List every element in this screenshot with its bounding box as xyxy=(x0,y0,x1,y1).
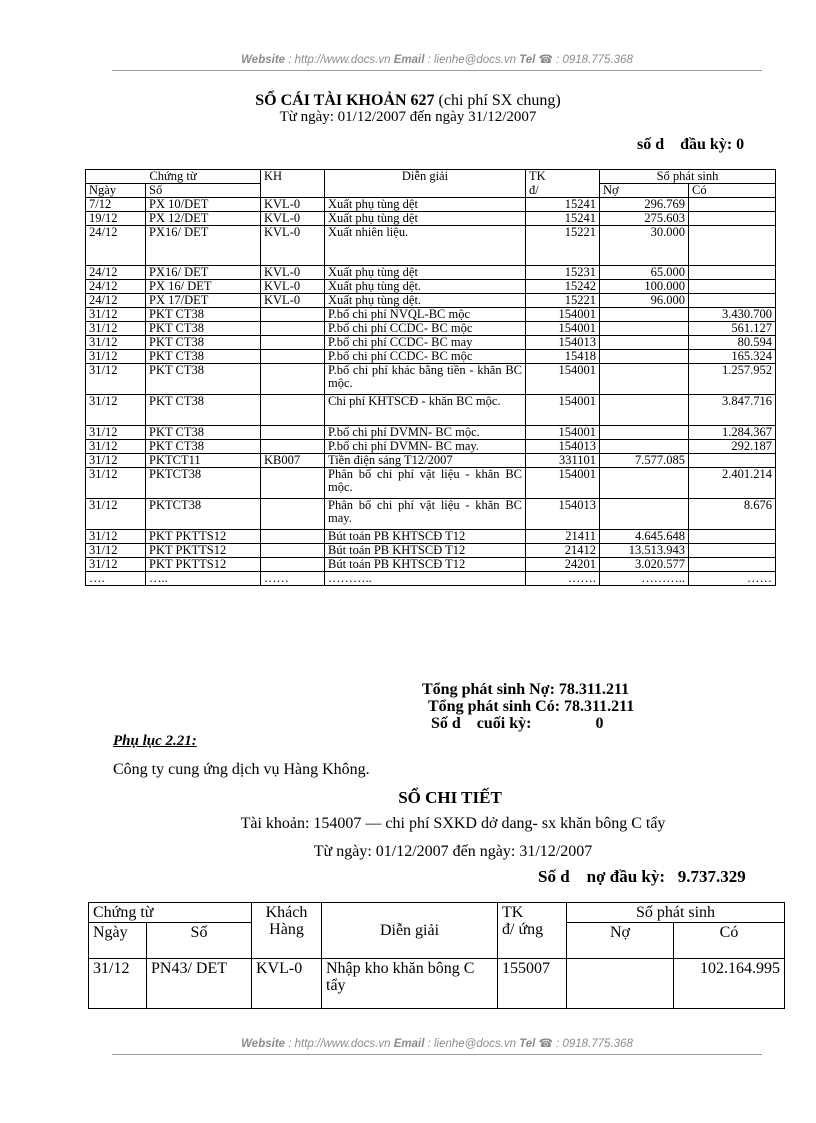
ledger-cell-tk: 15418 xyxy=(526,350,600,364)
ledger-cell-kh: …… xyxy=(261,572,325,586)
ledger-cell-no: PKT CT38 xyxy=(146,308,261,322)
ledger-cell-no: PKT CT38 xyxy=(146,336,261,350)
ledger-cell-credit: 2.401.214 xyxy=(689,468,776,499)
ledger-row xyxy=(86,426,776,440)
email-value: : lienhe@docs.vn xyxy=(424,54,520,66)
ledger-cell-date: 31/12 xyxy=(86,468,146,499)
ledger-cell-tk: 154001 xyxy=(526,364,600,395)
col-date: Ngày xyxy=(86,184,146,198)
ledger-cell-credit: 165.324 xyxy=(689,350,776,364)
ledger-row xyxy=(86,454,776,468)
detail-cell-credit: 102.164.995 xyxy=(674,959,785,1009)
col-credit: Có xyxy=(689,184,776,198)
ledger-cell-tk: 15241 xyxy=(526,198,600,212)
ledger-cell-desc: Xuất phụ tùng dệt. xyxy=(325,294,526,308)
ledger-cell-desc: Xuất phụ tùng dệt xyxy=(325,198,526,212)
ledger-cell-desc: P.bổ chi phí NVQL-BC mộc xyxy=(325,308,526,322)
col-amount: Số phát sinh xyxy=(600,170,776,184)
ledger-row xyxy=(86,266,776,280)
ledger-cell-debit: 3.020.577 xyxy=(600,558,689,572)
ledger-cell-credit: 8.676 xyxy=(689,499,776,530)
ledger-cell-desc: Bút toán PB KHTSCĐ T12 xyxy=(325,544,526,558)
ledger-row xyxy=(86,558,776,572)
ledger-cell-kh xyxy=(261,440,325,454)
ledger-cell-credit xyxy=(689,280,776,294)
detail-table xyxy=(88,902,785,1009)
ledger-cell-date: 31/12 xyxy=(86,336,146,350)
ledger-cell-credit: 3.430.700 xyxy=(689,308,776,322)
detail-col-credit: Có xyxy=(674,923,785,959)
ledger-cell-date: 7/12 xyxy=(86,198,146,212)
phone-icon: ☎ xyxy=(538,54,553,66)
ledger-cell-debit: 100.000 xyxy=(600,280,689,294)
ledger-cell-desc: Phân bổ chi phí vật liệu - khăn BC may. xyxy=(325,499,526,530)
phone-icon: ☎ xyxy=(538,1038,553,1050)
footer-email-label: Email xyxy=(393,1038,425,1050)
ledger-cell-no: PKT CT38 xyxy=(146,426,261,440)
detail-col-date: Ngày xyxy=(89,923,147,959)
col-voucher: Chứng từ xyxy=(86,170,261,184)
ledger-cell-debit xyxy=(600,440,689,454)
ledger-row xyxy=(86,294,776,308)
ledger-cell-credit xyxy=(689,198,776,212)
ledger-subtitle: Từ ngày: 01/12/2007 đến ngày 31/12/2007 xyxy=(279,109,537,125)
ledger-cell-tk: 154001 xyxy=(526,426,600,440)
ledger-row xyxy=(86,198,776,212)
ledger-cell-desc: Chi phí KHTSCĐ - khăn BC mộc. xyxy=(325,395,526,426)
ledger-row xyxy=(86,440,776,454)
ledger-cell-date: 31/12 xyxy=(86,558,146,572)
ledger-cell-date: 31/12 xyxy=(86,308,146,322)
ledger-cell-date: 24/12 xyxy=(86,266,146,280)
detail-cell-customer: KVL-0 xyxy=(252,959,322,1009)
ledger-cell-credit xyxy=(689,544,776,558)
ledger-cell-no: PKT CT38 xyxy=(146,395,261,426)
ledger-cell-kh xyxy=(261,336,325,350)
ledger-cell-debit xyxy=(600,350,689,364)
ledger-cell-kh: KVL-0 xyxy=(261,294,325,308)
ledger-cell-debit xyxy=(600,336,689,350)
ledger-cell-date: 31/12 xyxy=(86,364,146,395)
ledger-cell-credit: …… xyxy=(689,572,776,586)
ledger-row xyxy=(86,499,776,530)
ledger-cell-credit: 561.127 xyxy=(689,322,776,336)
ledger-cell-desc: Xuất phụ tùng dệt xyxy=(325,266,526,280)
ledger-cell-kh xyxy=(261,530,325,544)
ledger-cell-date: 31/12 xyxy=(86,440,146,454)
ledger-cell-date: 24/12 xyxy=(86,280,146,294)
ledger-cell-no: PKT CT38 xyxy=(146,364,261,395)
detail-col-voucher: Chứng từ xyxy=(89,903,252,923)
ledger-cell-debit xyxy=(600,426,689,440)
ledger-cell-debit xyxy=(600,499,689,530)
ledger-cell-date: 31/12 xyxy=(86,350,146,364)
ledger-cell-tk: 15242 xyxy=(526,280,600,294)
ledger-cell-debit xyxy=(600,322,689,336)
ledger-cell-no: PKT PKTTS12 xyxy=(146,530,261,544)
total-debit: Tổng phát sinh Nợ: 78.311.211 xyxy=(422,681,630,698)
detail-cell-tk: 155007 xyxy=(498,959,567,1009)
ledger-cell-debit: 296.769 xyxy=(600,198,689,212)
ledger-cell-kh: KVL-0 xyxy=(261,266,325,280)
ledger-cell-tk: 21411 xyxy=(526,530,600,544)
ledger-cell-debit: 275.603 xyxy=(600,212,689,226)
ledger-cell-credit xyxy=(689,454,776,468)
detail-col-tk-1: TK xyxy=(502,904,524,921)
ledger-cell-credit xyxy=(689,212,776,226)
ledger-cell-tk: 331101 xyxy=(526,454,600,468)
col-debit: Nợ xyxy=(600,184,689,198)
ledger-cell-debit xyxy=(600,468,689,499)
ledger-cell-credit xyxy=(689,266,776,280)
ledger-cell-desc: P.bổ chi phí CCDC- BC may xyxy=(325,336,526,350)
ledger-cell-debit: 4.645.648 xyxy=(600,530,689,544)
detail-date-range: Từ ngày: 01/12/2007 đến ngày: 31/12/2007 xyxy=(313,843,593,860)
tel-label: Tel xyxy=(519,54,536,66)
ledger-cell-kh xyxy=(261,322,325,336)
footer-tel-label: Tel xyxy=(519,1038,536,1050)
ledger-title-main: SỔ CÁI TÀI KHOẢN 627 xyxy=(255,92,435,109)
ledger-cell-desc: P.bổ chi phí khác bằng tiền - khăn BC mộc. xyxy=(325,364,526,395)
ledger-cell-no: PKTCT38 xyxy=(146,468,261,499)
ledger-cell-kh: KVL-0 xyxy=(261,226,325,266)
ledger-cell-credit: 1.257.952 xyxy=(689,364,776,395)
ledger-cell-date: 31/12 xyxy=(86,322,146,336)
ledger-cell-kh xyxy=(261,544,325,558)
ledger-row xyxy=(86,544,776,558)
ledger-cell-tk: 15221 xyxy=(526,294,600,308)
tel-value: : 0918.775.368 xyxy=(552,54,633,66)
ledger-cell-tk: 15221 xyxy=(526,226,600,266)
ledger-header-row-2 xyxy=(86,184,776,198)
ledger-cell-desc: P.bổ chi phí DVMN- BC may. xyxy=(325,440,526,454)
ledger-cell-tk: 154001 xyxy=(526,308,600,322)
detail-col-customer-2: Hàng xyxy=(269,921,304,938)
ledger-row xyxy=(86,350,776,364)
detail-cell-desc: Nhập kho khăn bông C tẩy xyxy=(322,959,498,1009)
ledger-cell-kh xyxy=(261,350,325,364)
detail-col-debit: Nợ xyxy=(567,923,674,959)
footer-website-label: Website xyxy=(241,1038,286,1050)
ledger-row xyxy=(86,212,776,226)
ledger-cell-kh xyxy=(261,395,325,426)
ledger-cell-debit xyxy=(600,395,689,426)
ledger-cell-credit: 1.284.367 xyxy=(689,426,776,440)
ledger-cell-kh xyxy=(261,426,325,440)
ledger-cell-desc: P.bổ chi phí CCDC- BC mộc xyxy=(325,350,526,364)
ledger-cell-desc: P.bổ chi phí CCDC- BC mộc xyxy=(325,322,526,336)
ledger-cell-tk: 154001 xyxy=(526,468,600,499)
ledger-cell-tk: 154001 xyxy=(526,395,600,426)
ledger-cell-tk: ……. xyxy=(526,572,600,586)
ledger-cell-credit xyxy=(689,530,776,544)
detail-col-tk-2: đ/ ứng xyxy=(502,921,544,938)
ledger-row xyxy=(86,336,776,350)
ledger-row xyxy=(86,226,776,266)
detail-col-tk xyxy=(498,903,567,959)
ledger-cell-credit: 3.847.716 xyxy=(689,395,776,426)
col-kh: KH xyxy=(261,170,325,184)
ledger-row xyxy=(86,280,776,294)
ledger-header-row-1 xyxy=(86,170,776,184)
ledger-cell-date: …. xyxy=(86,572,146,586)
detail-col-customer-1: Khách xyxy=(265,904,308,921)
ledger-row xyxy=(86,364,776,395)
ledger-cell-date: 24/12 xyxy=(86,226,146,266)
ledger-cell-desc: Xuất phụ tùng dệt xyxy=(325,212,526,226)
ledger-cell-desc: Tiền điện sáng T12/2007 xyxy=(325,454,526,468)
page-header xyxy=(112,52,762,66)
ledger-cell-date: 24/12 xyxy=(86,294,146,308)
detail-col-desc: Diễn giải xyxy=(322,903,498,959)
ledger-cell-debit xyxy=(600,308,689,322)
ledger-cell-debit: 65.000 xyxy=(600,266,689,280)
ledger-cell-no: PX 12/DET xyxy=(146,212,261,226)
ledger-cell-kh xyxy=(261,499,325,530)
ledger-row xyxy=(86,308,776,322)
ledger-cell-tk: 15231 xyxy=(526,266,600,280)
ledger-cell-tk: 21412 xyxy=(526,544,600,558)
ledger-cell-kh xyxy=(261,468,325,499)
ledger-cell-no: PKTCT11 xyxy=(146,454,261,468)
ledger-cell-no: ….. xyxy=(146,572,261,586)
ledger-cell-no: PKT CT38 xyxy=(146,350,261,364)
col-tk: TK xyxy=(526,170,600,184)
closing-balance: Số d cuối kỳ: 0 xyxy=(431,715,604,732)
footer-website-value: : http://www.docs.vn xyxy=(285,1038,394,1050)
ledger-cell-desc: Bút toán PB KHTSCĐ T12 xyxy=(325,558,526,572)
ledger-row xyxy=(86,322,776,336)
ledger-cell-debit xyxy=(600,364,689,395)
ledger-opening-balance: số d đầu kỳ: 0 xyxy=(637,136,745,153)
ledger-cell-tk: 154013 xyxy=(526,499,600,530)
detail-row xyxy=(89,959,785,1009)
footer-divider xyxy=(112,1054,762,1055)
ledger-cell-desc: Xuất phụ tùng dệt. xyxy=(325,280,526,294)
col-no: Số xyxy=(146,184,261,198)
detail-cell-date: 31/12 xyxy=(89,959,147,1009)
website-value: : http://www.docs.vn xyxy=(285,54,394,66)
ledger-cell-date: 31/12 xyxy=(86,426,146,440)
page-footer xyxy=(112,1036,762,1050)
ledger-cell-date: 31/12 xyxy=(86,395,146,426)
col-kh-blank xyxy=(261,184,325,198)
col-desc-blank xyxy=(325,184,526,198)
col-desc: Diễn giải xyxy=(325,170,526,184)
ledger-cell-no: PX 17/DET xyxy=(146,294,261,308)
ledger-cell-kh xyxy=(261,558,325,572)
ledger-cell-kh xyxy=(261,308,325,322)
ledger-cell-date: 31/12 xyxy=(86,454,146,468)
ledger-cell-kh: KVL-0 xyxy=(261,212,325,226)
ledger-cell-no: PX16/ DET xyxy=(146,226,261,266)
company-name: Công ty cung ứng dịch vụ Hàng Không. xyxy=(113,761,370,778)
ledger-cell-no: PKTCT38 xyxy=(146,499,261,530)
ledger-cell-debit: 30.000 xyxy=(600,226,689,266)
detail-cell-debit xyxy=(567,959,674,1009)
website-label: Website xyxy=(241,54,286,66)
ledger-cell-no: PKT PKTTS12 xyxy=(146,558,261,572)
ledger-cell-no: PKT CT38 xyxy=(146,322,261,336)
ledger-cell-kh xyxy=(261,364,325,395)
ledger-cell-debit: 7.577.085 xyxy=(600,454,689,468)
ledger-cell-desc: Xuất nhiên liệu. xyxy=(325,226,526,266)
ledger-row xyxy=(86,572,776,586)
detail-account: Tài khoản: 154007 — chi phí SXKD dở dang- sx khăn bông C tẩy xyxy=(240,815,666,832)
ledger-cell-date: 31/12 xyxy=(86,530,146,544)
ledger-cell-date: 31/12 xyxy=(86,544,146,558)
email-label: Email xyxy=(393,54,425,66)
ledger-body xyxy=(86,198,776,586)
ledger-row xyxy=(86,468,776,499)
header-divider xyxy=(112,70,762,71)
ledger-table xyxy=(85,169,776,586)
ledger-cell-date: 19/12 xyxy=(86,212,146,226)
ledger-cell-credit xyxy=(689,226,776,266)
ledger-cell-tk: 154013 xyxy=(526,440,600,454)
ledger-cell-desc: Bút toán PB KHTSCĐ T12 xyxy=(325,530,526,544)
ledger-title-suffix: (chi phí SX chung) xyxy=(434,92,561,109)
detail-title: SỔ CHI TIẾT xyxy=(398,788,502,807)
ledger-cell-debit: ……….. xyxy=(600,572,689,586)
ledger-cell-desc: Phân bổ chi phí vật liệu - khăn BC mộc. xyxy=(325,468,526,499)
detail-col-amount: Số phát sinh xyxy=(567,903,785,923)
ledger-cell-no: PKT PKTTS12 xyxy=(146,544,261,558)
ledger-cell-debit: 13.513.943 xyxy=(600,544,689,558)
col-tk2: đ/ xyxy=(526,184,600,198)
ledger-row xyxy=(86,395,776,426)
ledger-cell-no: PX 10/DET xyxy=(146,198,261,212)
ledger-cell-credit: 80.594 xyxy=(689,336,776,350)
ledger-cell-tk: 15241 xyxy=(526,212,600,226)
ledger-cell-credit: 292.187 xyxy=(689,440,776,454)
footer-tel-value: : 0918.775.368 xyxy=(552,1038,633,1050)
ledger-cell-no: PX 16/ DET xyxy=(146,280,261,294)
detail-col-customer xyxy=(252,903,322,959)
appendix-label: Phụ lục 2.21: xyxy=(113,733,197,749)
ledger-cell-tk: 154013 xyxy=(526,336,600,350)
ledger-cell-credit xyxy=(689,558,776,572)
ledger-cell-tk: 154001 xyxy=(526,322,600,336)
detail-cell-no: PN43/ DET xyxy=(147,959,252,1009)
detail-opening-balance: Số d nợ đầu kỳ: 9.737.329 xyxy=(538,867,746,886)
ledger-cell-debit: 96.000 xyxy=(600,294,689,308)
ledger-cell-kh: KVL-0 xyxy=(261,198,325,212)
ledger-row xyxy=(86,530,776,544)
ledger-cell-tk: 24201 xyxy=(526,558,600,572)
ledger-cell-kh: KB007 xyxy=(261,454,325,468)
ledger-cell-date: 31/12 xyxy=(86,499,146,530)
footer-email-value: : lienhe@docs.vn xyxy=(424,1038,520,1050)
ledger-cell-credit xyxy=(689,294,776,308)
detail-col-no: Số xyxy=(147,923,252,959)
ledger-cell-no: PX16/ DET xyxy=(146,266,261,280)
ledger-cell-desc: ……….. xyxy=(325,572,526,586)
detail-header-row-1 xyxy=(89,903,785,923)
ledger-title xyxy=(0,92,816,109)
total-credit: Tổng phát sinh Có: 78.311.211 xyxy=(428,698,635,715)
ledger-cell-no: PKT CT38 xyxy=(146,440,261,454)
ledger-cell-desc: P.bổ chi phí DVMN- BC mộc. xyxy=(325,426,526,440)
ledger-cell-kh: KVL-0 xyxy=(261,280,325,294)
